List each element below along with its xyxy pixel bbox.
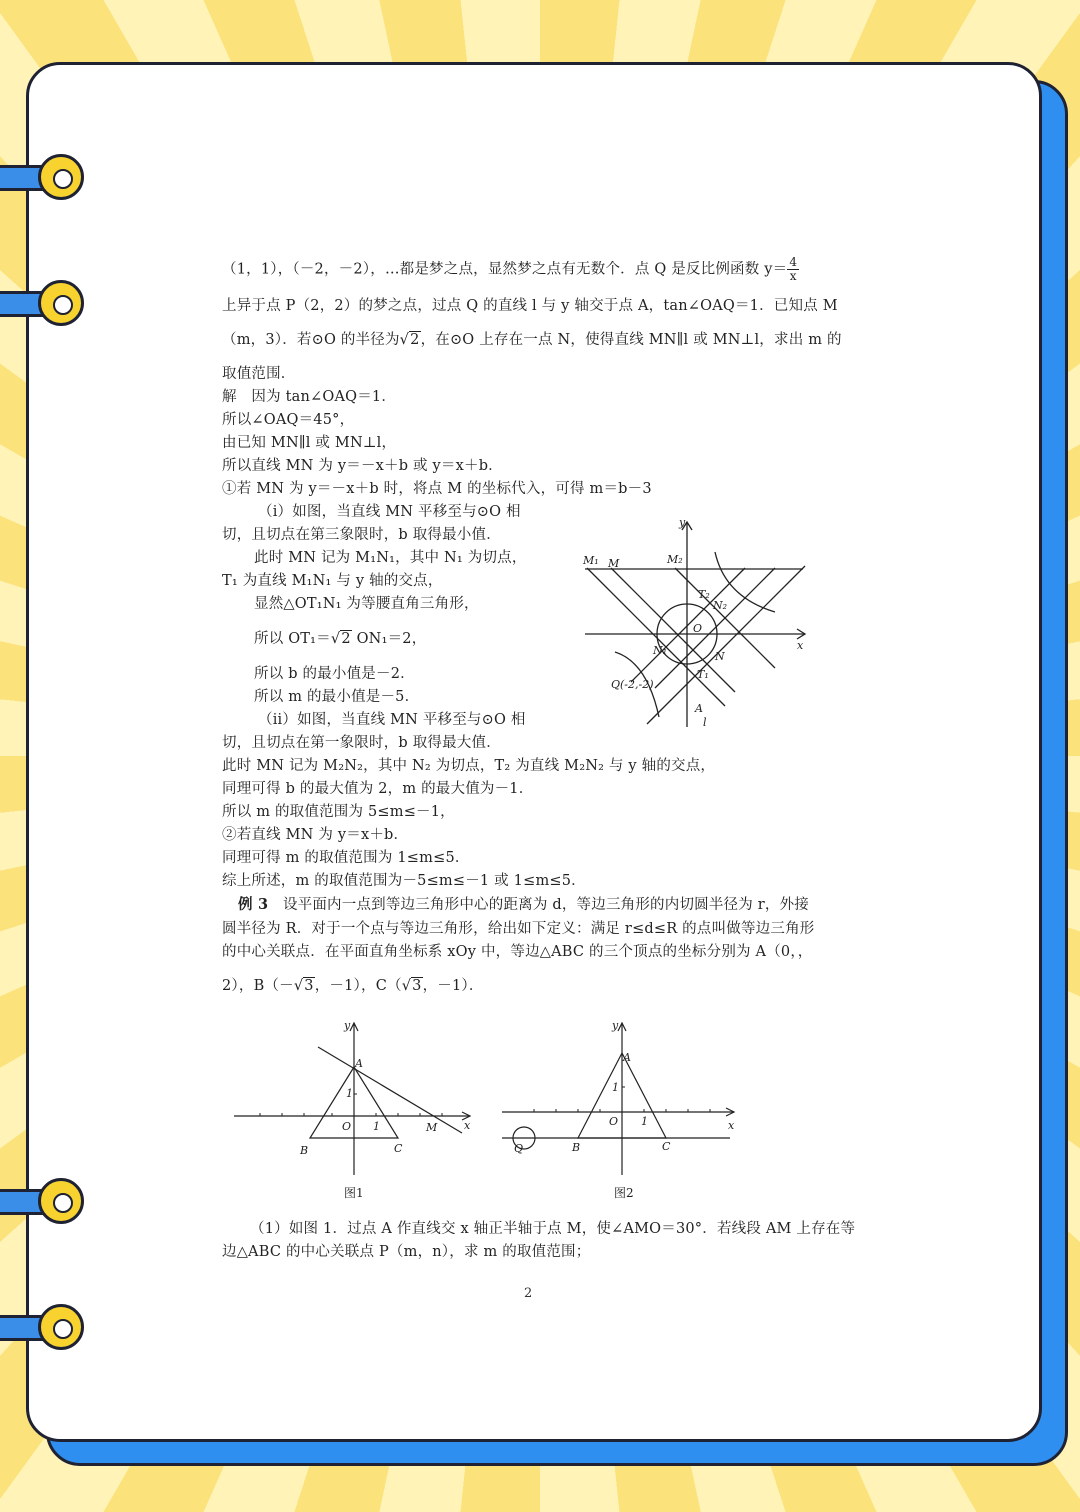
page-number: 2 [524, 1286, 533, 1301]
figure-1 [230, 1015, 480, 1205]
binder-ring [0, 280, 82, 326]
text-line: 上异于点 P（2，2）的梦之点，过点 Q 的直线 l 与 y 轴交于点 A，tan∠OAQ＝1．已知点 M [222, 298, 838, 314]
text-line: （1，1），（－2，－2），…都是梦之点，显然梦之点有无数个．点 Q 是反比例函数 y＝ $\frac{4}{x}$ [222, 255, 798, 283]
label-x: x [464, 1119, 471, 1132]
text-line: 解 因为 tan∠OAQ＝1． [222, 389, 397, 405]
label-m1: M₁ [583, 554, 599, 567]
text-line: （m，3）．若⊙O 的半径为√2，在⊙O 上存在一点 N，使得直线 MN∥l 或 MN⊥l，求出 m 的 [222, 332, 842, 348]
fraction: $\frac{4}{x}$ [789, 255, 798, 283]
text-line: 由已知 MN∥l 或 MN⊥l， [222, 435, 397, 451]
sqrt-expression: √3 [293, 978, 314, 994]
line-l-perp [647, 566, 805, 724]
label-n: N [715, 650, 725, 663]
text-line: 所以直线 MN 为 y＝－x＋b 或 y＝x＋b． [222, 458, 503, 474]
text-line: （i）如图，当直线 MN 平移至与⊙O 相 [258, 504, 521, 520]
label-1-y: 1 [612, 1081, 619, 1094]
text-line: 例 3 设平面内一点到等边三角形中心的距离为 d，等边三角形的内切圆半径为 r，外接 [238, 896, 809, 913]
text-line: 所以 OT₁＝√2 ON₁＝2， [254, 631, 427, 647]
label-t2: T₂ [698, 588, 710, 601]
text-line: ②若直线 MN 为 y＝x＋b． [222, 827, 409, 843]
figure-2 [498, 1015, 748, 1205]
text-line: 切，且切点在第三象限时，b 取得最小值． [222, 527, 501, 543]
label-b: B [572, 1141, 581, 1154]
text-line: 所以∠OAQ＝45°， [222, 412, 355, 428]
text-line: （1）如图 1．过点 A 作直线交 x 轴正半轴于点 M，使∠AMO＝30°．若线段 AM 上存在等 [250, 1221, 856, 1237]
text-line: 同理可得 m 的取值范围为 1≤m≤5． [222, 850, 470, 866]
sqrt-expression: √2 [330, 631, 351, 647]
label-q: Q(-2,-2) [611, 678, 654, 691]
text-line: 2），B（－√3，－1），C（√3，－1）． [222, 978, 484, 994]
label-c: C [662, 1140, 671, 1153]
label-q: Q [514, 1142, 524, 1155]
label-y: y [612, 1019, 619, 1032]
label-a: A [623, 1051, 631, 1064]
sqrt-expression: √2 [399, 332, 420, 348]
label-t1: T₁ [697, 668, 709, 681]
text-line: 所以 m 的取值范围为 5≤m≤－1， [222, 804, 455, 820]
label-x: x [797, 639, 804, 652]
text-line: 此时 MN 记为 M₁N₁，其中 N₁ 为切点， [254, 550, 527, 566]
label-n1: N₁ [653, 644, 668, 657]
text-line: T₁ 为直线 M₁N₁ 与 y 轴的交点， [222, 573, 443, 589]
sqrt-expression: √3 [401, 978, 422, 994]
label-c: C [394, 1142, 403, 1155]
label-y: y [344, 1019, 351, 1032]
label-m2: M₂ [667, 553, 683, 566]
label-1-x: 1 [373, 1120, 380, 1133]
label-l: l [703, 716, 707, 729]
label-b: B [300, 1144, 309, 1157]
text-line: 显然△OT₁N₁ 为等腰直角三角形， [254, 596, 479, 612]
label-m: M [608, 557, 620, 570]
text-line: 此时 MN 记为 M₂N₂，其中 N₂ 为切点，T₂ 为直线 M₂N₂ 与 y 轴的交点， [222, 758, 716, 774]
text-line: （ii）如图，当直线 MN 平移至与⊙O 相 [258, 712, 526, 728]
binder-ring [0, 1304, 82, 1350]
binder-ring [0, 154, 82, 200]
text-line: 所以 b 的最小值是－2． [254, 666, 415, 682]
line-perp-3 [631, 568, 745, 682]
label-o: O [693, 622, 703, 635]
label-1-x: 1 [641, 1115, 648, 1128]
text-line: 综上所述，m 的取值范围为－5≤m≤－1 或 1≤m≤5． [222, 873, 586, 889]
label-y: y [679, 516, 686, 529]
label-a: A [695, 702, 703, 715]
tangent-lines-figure [575, 512, 815, 734]
binder-ring [0, 1178, 82, 1224]
text-line: ①若 MN 为 y＝－x＋b 时，将点 M 的坐标代入，可得 m＝b－3 [222, 481, 652, 497]
text-line: 取值范围． [222, 366, 296, 382]
example-label: 例 3 [238, 896, 269, 913]
figure-caption: 图2 [614, 1186, 634, 1200]
label-a: A [355, 1057, 363, 1070]
text-line: 的中心关联点．在平面直角坐标系 xOy 中，等边△ABC 的三个顶点的坐标分别为 A（0，， [222, 944, 813, 960]
text-line: 圆半径为 R．对于一个点与等边三角形，给出如下定义：满足 r≤d≤R 的点叫做等边三角形 [222, 921, 815, 937]
label-n2: N₂ [713, 599, 728, 612]
figure-caption: 图1 [344, 1186, 364, 1200]
label-o: O [342, 1120, 352, 1133]
line-perp-2 [655, 568, 775, 688]
label-1-y: 1 [346, 1087, 353, 1100]
text-line: 同理可得 b 的最大值为 2，m 的最大值为－1． [222, 781, 534, 797]
text-line: 边△ABC 的中心关联点 P（m，n），求 m 的取值范围； [222, 1244, 591, 1260]
text-line: 切，且切点在第一象限时，b 取得最大值． [222, 735, 501, 751]
label-x: x [728, 1119, 735, 1132]
label-m: M [426, 1121, 438, 1134]
label-o: O [609, 1115, 619, 1128]
text-line: 所以 m 的最小值是－5． [254, 689, 420, 705]
